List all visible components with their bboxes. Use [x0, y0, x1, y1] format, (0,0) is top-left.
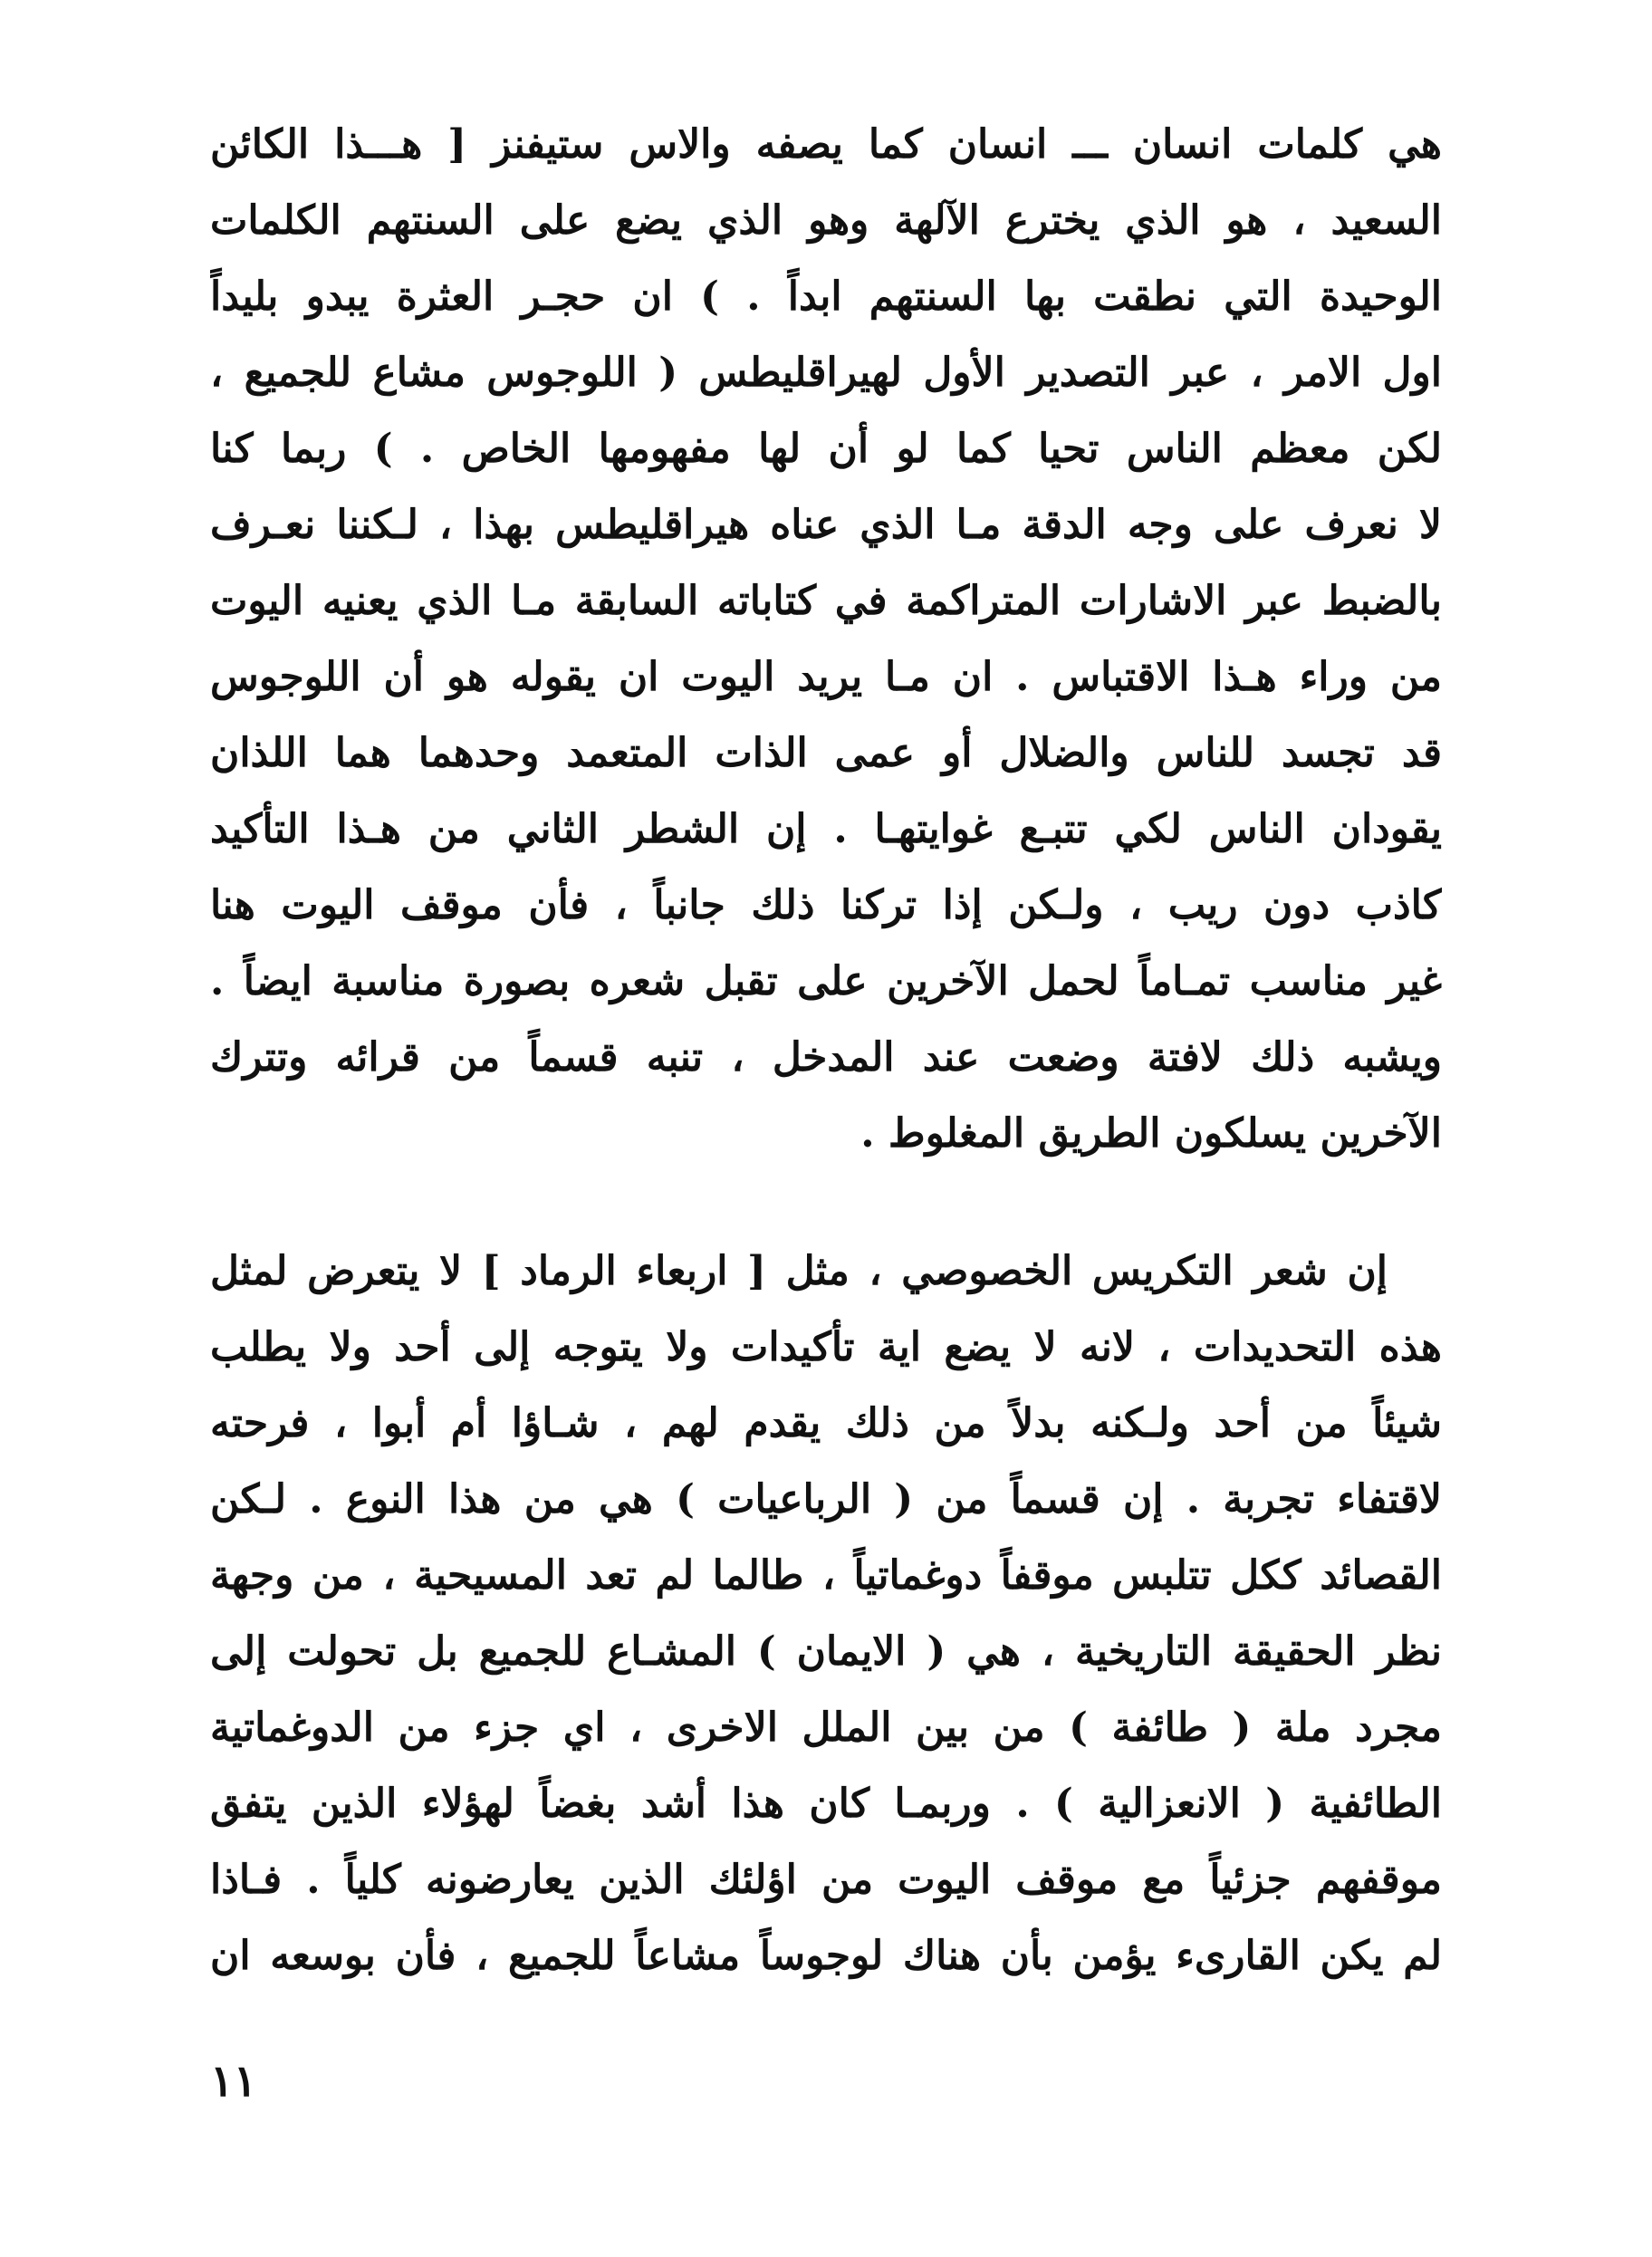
- text-line: السعيد ، هو الذي يخترع الآلهة وهو الذي يضع على السنتهم الكلمات: [210, 197, 1442, 244]
- text-line: القصائد ككل تتلبس موقفاً دوغماتياً ، طالما لم تعد المسيحية ، من وجهة: [210, 1552, 1442, 1599]
- text-line: موقفهم جزئياً مع موقف اليوت من اؤلئك الذين يعارضونه كلياً . فـاذا: [210, 1857, 1442, 1903]
- text-line: شيئاً من أحد ولـكنه بدلاً من ذلك يقدم لهم ، شـاؤا أم أبوا ، فرحته: [210, 1400, 1442, 1446]
- text-line: هي كلمات انسان ـــ انسان كما يصفه والاس ستيفنز [ هـــذا الكائن: [210, 121, 1442, 168]
- text-line: الوحيدة التي نطقت بها السنتهم ابداً . ) ان حجـر العثرة يبدو بليداً: [210, 274, 1442, 320]
- text-line: الآخرين يسلكون الطريق المغلوط .: [860, 1110, 1442, 1157]
- text-line: يقودان الناس لكي تتبـع غوايتهـا . إن الشطر الثاني من هـذا التأكيد: [210, 806, 1442, 852]
- text-line: ويشبه ذلك لافتة وضعت عند المدخل ، تنبه قسماً من قرائه وتترك: [210, 1034, 1442, 1080]
- text-line: إن شعر التكريس الخصوصي ، مثل [ اربعاء الرماد ] لا يتعرض لمثل: [210, 1248, 1388, 1294]
- text-line: قد تجسد للناس والضلال أو عمى الذات المتعمد وحدهما هما اللذان: [210, 730, 1442, 776]
- text-line: الطائفية ( الانعزالية ) . وربمـا كان هذا أشد بغضاً لهؤلاء الذين يتفق: [210, 1781, 1442, 1827]
- text-line: لكن معظم الناس تحيا كما لو أن لها مفهومها الخاص . ) ربما كنا: [210, 426, 1442, 472]
- text-line: من وراء هـذا الاقتباس . ان مـا يريد اليوت ان يقوله هو أن اللوجوس: [210, 654, 1442, 700]
- text-line: بالضبط عبر الاشارات المتراكمة في كتاباته السابقة مـا الذي يعنيه اليوت: [210, 578, 1442, 624]
- text-line: مجرد ملة ( طائفة ) من بين الملل الاخرى ، اي جزء من الدوغماتية: [210, 1705, 1442, 1751]
- text-line: لا نعرف على وجه الدقة مـا الذي عناه هيراقليطس بهذا ، لـكننا نعـرف: [210, 502, 1442, 548]
- text-line: كاذب دون ريب ، ولـكن إذا تركنا ذلك جانباً ، فأن موقف اليوت هنا: [210, 882, 1442, 928]
- text-line: لم يكن القارىء يؤمن بأن هناك لوجوساً مشاعاً للجميع ، فأن بوسعه ان: [210, 1933, 1442, 1979]
- paragraph-2: [210, 1234, 1442, 1994]
- text-line: هذه التحديدات ، لانه لا يضع اية تأكيدات ولا يتوجه إلى أحد ولا يطلب: [210, 1324, 1442, 1370]
- paragraph-1: [210, 107, 1442, 1172]
- text-line: اول الامر ، عبر التصدير الأول لهيراقليطس ( اللوجوس مشاع للجميع ،: [210, 350, 1442, 396]
- text-line: غير مناسب تمـاماً لحمل الآخرين على تقبل شعره بصورة مناسبة ايضاً .: [210, 958, 1442, 1004]
- text-line: نظر الحقيقة التاريخية ، هي ( الايمان ) المشـاع للجميع بل تحولت إلى: [210, 1628, 1442, 1675]
- text-line: لاقتفاء تجربة . إن قسماً من ( الرباعيات ) هي من هذا النوع . لـكن: [210, 1476, 1442, 1522]
- page-number: ١١: [210, 2056, 257, 2107]
